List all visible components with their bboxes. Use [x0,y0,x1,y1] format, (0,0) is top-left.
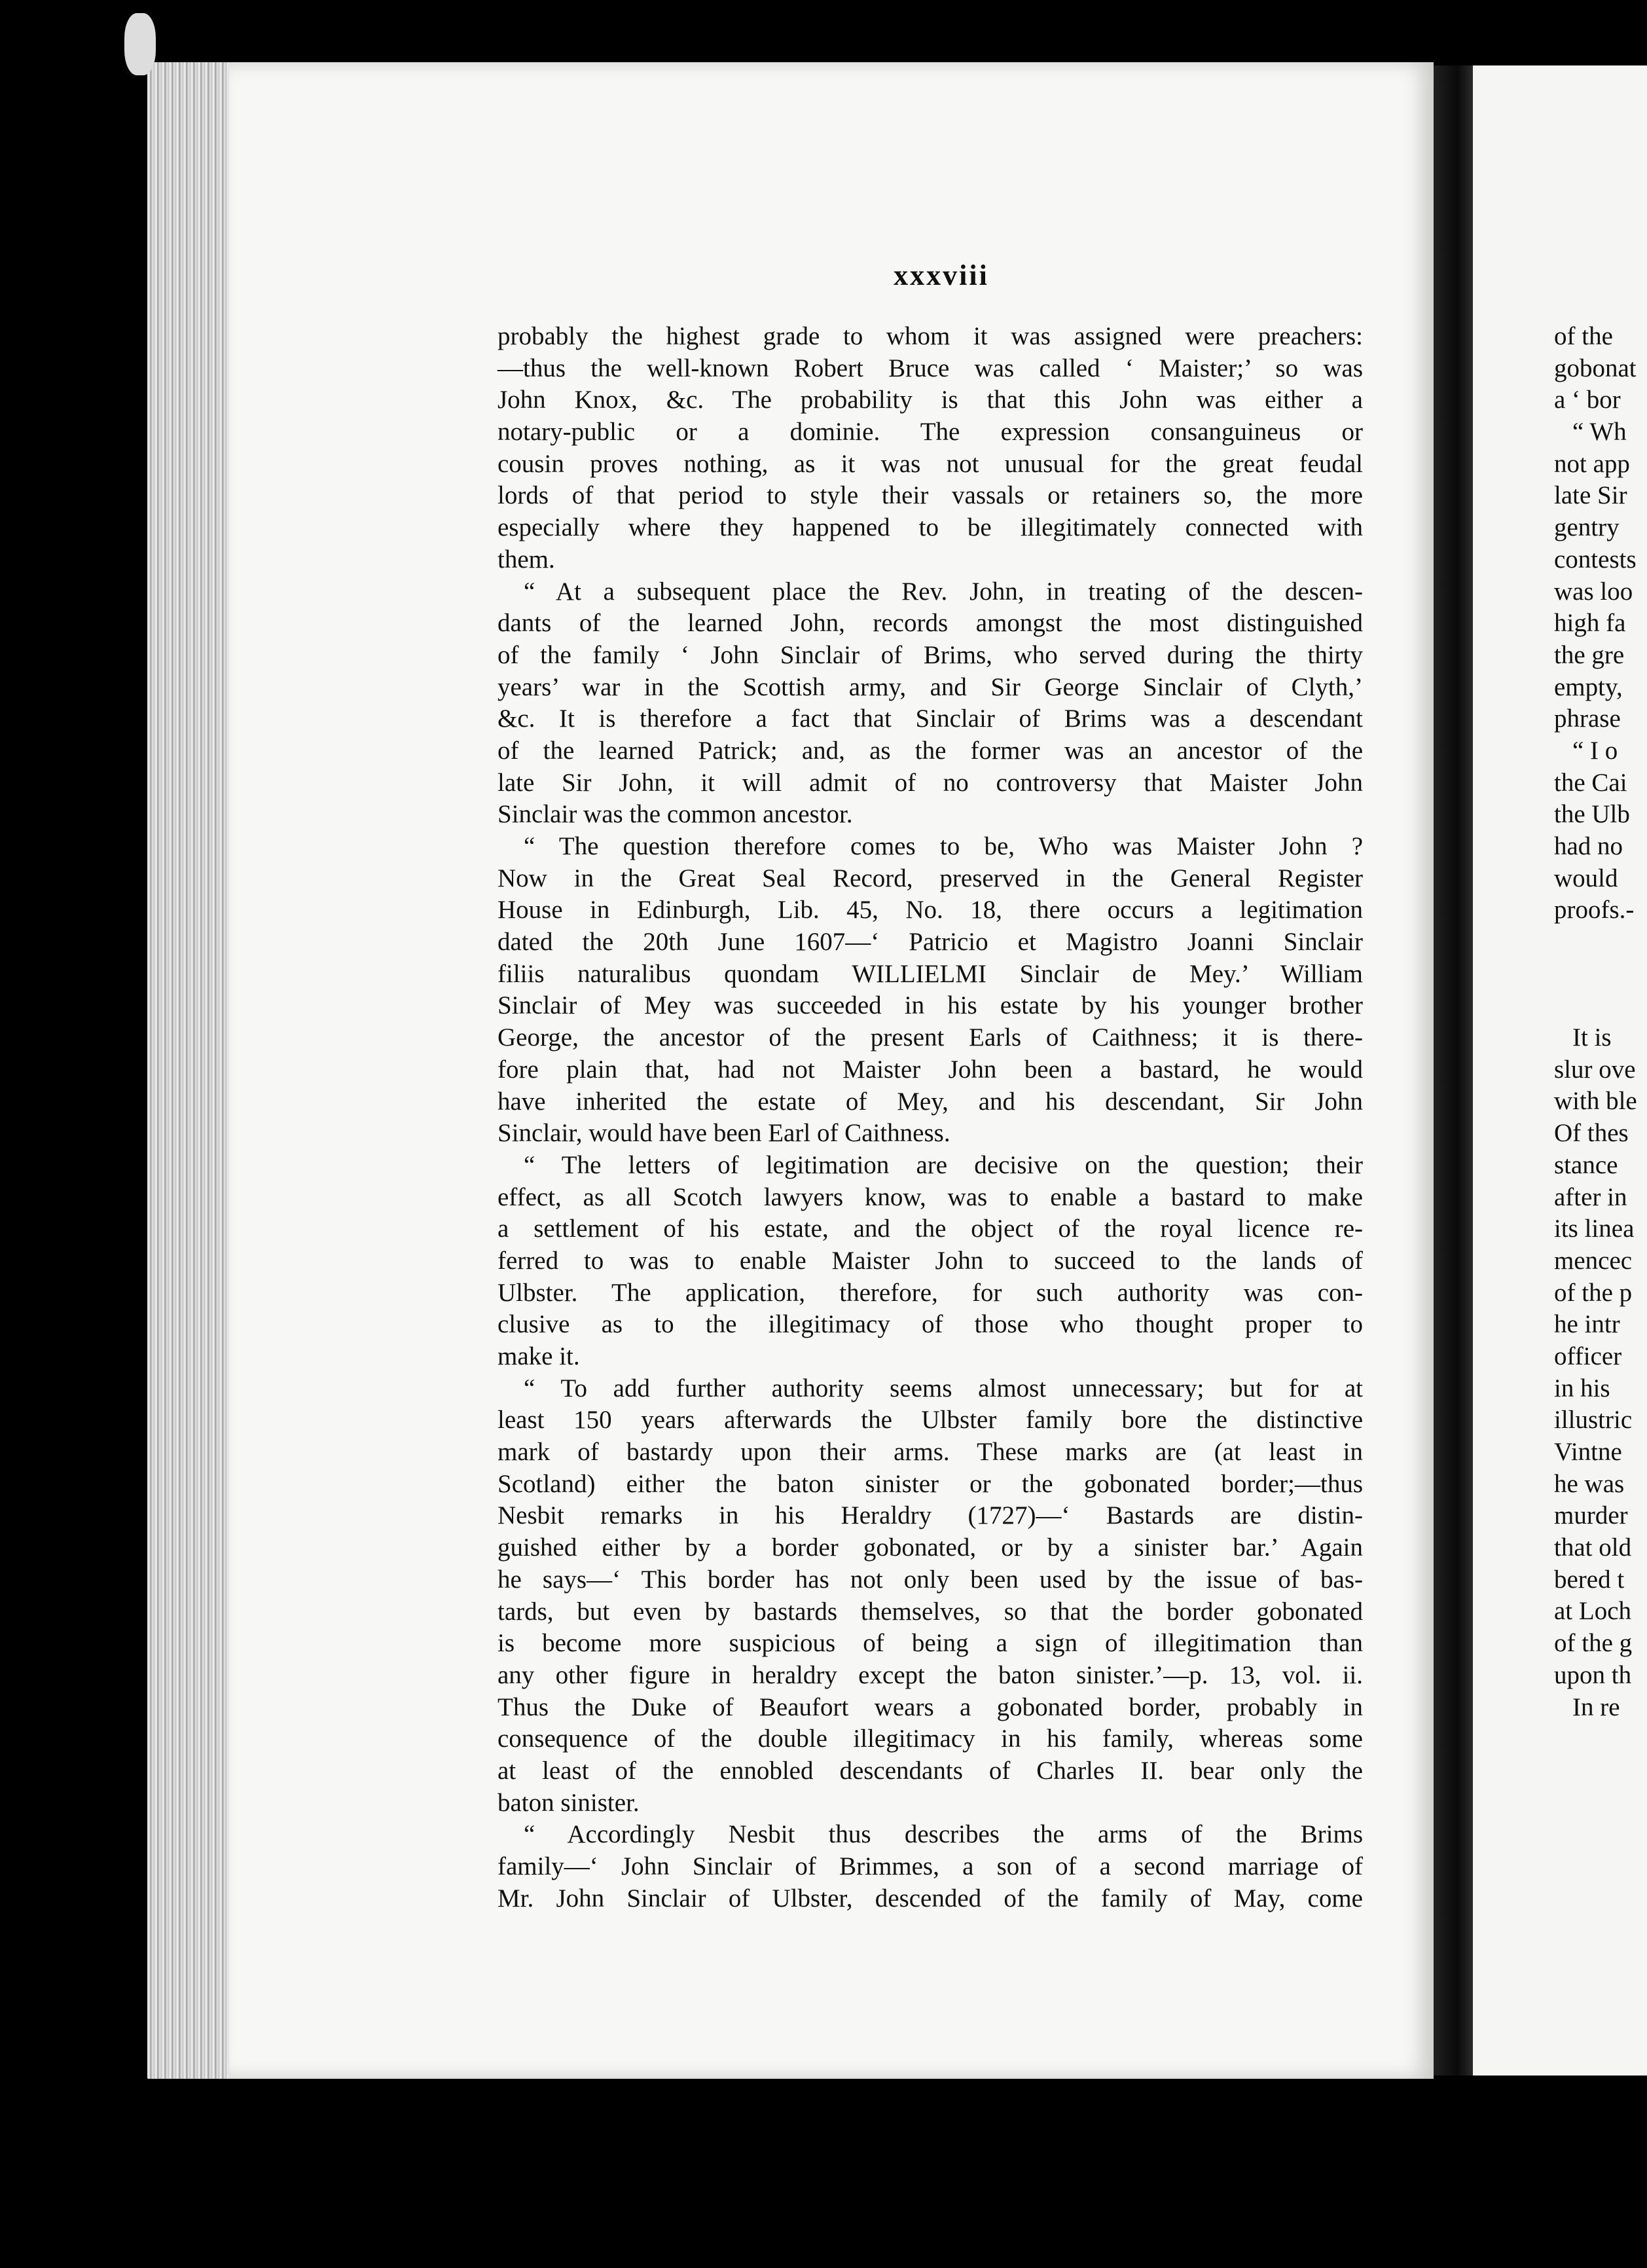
facing-text-line: upon th [1554,1660,1632,1689]
facing-text-line: stance [1554,1150,1618,1179]
facing-text-line: of the p [1554,1278,1633,1307]
facing-text-line: at Loch [1554,1597,1632,1626]
text-line: Sinclair was the common ancestor. [498,800,853,829]
text-line: he says—‘ This border has not only been used by the issue of bas- [498,1565,1363,1594]
facing-text-line: had no [1554,832,1623,860]
text-line: Sinclair, would have been Earl of Caithness. [498,1119,950,1148]
facing-text-line: was loo [1554,577,1633,606]
text-line: is become more suspicious of being a sign of illegitimation than [498,1629,1363,1658]
text-line: tards, but even by bastards themselves, so that the border gobonated [498,1597,1363,1626]
text-line: “ The letters of legitimation are decisive on the question; their [524,1150,1363,1179]
text-line: guished either by a border gobonated, or by a sinister bar.’ Again [498,1533,1363,1562]
text-line: filiis naturalibus quondam WILLIELMI Sinclair de Mey.’ William [498,959,1363,988]
text-line: Sinclair of Mey was succeeded in his estate by his younger brother [498,991,1363,1020]
text-line: ferred to was to enable Maister John to succeed to the lands of [498,1246,1363,1275]
text-line: any other figure in heraldry except the baton sinister.’—p. 13, vol. ii. [498,1660,1363,1689]
facing-text-line: the Ulb [1554,800,1630,829]
text-line: “ Accordingly Nesbit thus describes the arms of the Brims [524,1820,1363,1849]
book-gutter [1434,65,1473,2076]
facing-text-line: of the g [1554,1629,1633,1658]
text-column [498,321,1363,1914]
text-line: years’ war in the Scottish army, and Sir George Sinclair of Clyth,’ [498,672,1363,701]
facing-text-line: after in [1554,1182,1627,1211]
facing-text-line: mencec [1554,1246,1633,1275]
text-line: George, the ancestor of the present Earls of Caithness; it is there- [498,1023,1363,1052]
text-line: Ulbster. The application, therefore, for such authority was con- [498,1278,1363,1307]
facing-text-line: slur ove [1554,1055,1636,1084]
text-line: fore plain that, had not Maister John been a bastard, he would [498,1055,1363,1084]
text-line: least 150 years afterwards the Ulbster family bore the distinctive [498,1406,1363,1435]
text-line: Thus the Duke of Beaufort wears a gobonated border, probably in [498,1692,1363,1721]
facing-text-line: bered t [1554,1565,1625,1594]
section-gap [1554,926,1647,1022]
text-line: probably the highest grade to whom it was assigned were preachers: [498,322,1363,350]
text-line: especially where they happened to be illegitimately connected with [498,513,1363,542]
text-line: have inherited the estate of Mey, and his descendant, Sir John [498,1087,1363,1116]
facing-text-line: It is [1572,1023,1612,1052]
facing-text-line: he was [1554,1469,1625,1498]
facing-text-line: that old [1554,1533,1632,1562]
facing-text-line: “ I o [1572,736,1618,765]
text-line: notary-public or a dominie. The expression consanguineus or [498,418,1363,447]
page-number: xxxviii [894,259,989,291]
text-line: House in Edinburgh, Lib. 45, No. 18, there occurs a legitimation [498,896,1363,924]
facing-text-line: the Cai [1554,768,1627,797]
facing-text-line: of the [1554,322,1613,350]
text-line: “ To add further authority seems almost unnecessary; but for at [524,1374,1363,1402]
text-line: baton sinister. [498,1788,640,1817]
text-line: Mr. John Sinclair of Ulbster, descended of the family of May, come [498,1884,1363,1912]
facing-text-line: the gre [1554,640,1625,669]
text-line: &c. It is therefore a fact that Sinclair of Brims was a descendant [498,704,1363,733]
text-line: of the learned Patrick; and, as the former was an ancestor of the [498,736,1363,765]
text-line: lords of that period to style their vassals or retainers so, the more [498,481,1363,510]
facing-text-line: empty, [1554,672,1623,701]
text-line: at least of the ennobled descendants of Charles II. bear only the [498,1756,1363,1785]
facing-text-line: proofs.- [1554,896,1635,924]
paper-fragment [124,13,156,75]
facing-text-line: high fa [1554,609,1626,638]
text-line: family—‘ John Sinclair of Brimmes, a son of a second marriage of [498,1852,1363,1880]
facing-text-line: In re [1572,1692,1620,1721]
text-line: a settlement of his estate, and the object of the royal licence re- [498,1215,1363,1243]
text-line: make it. [498,1342,580,1370]
text-line: “ The question therefore comes to be, Who was Maister John ? [524,832,1363,860]
text-line: dants of the learned John, records amongst the most distinguished [498,609,1363,638]
facing-text-line: phrase [1554,704,1621,733]
text-line: dated the 20th June 1607—‘ Patricio et Magistro Joanni Sinclair [498,928,1363,957]
text-line: effect, as all Scotch lawyers know, was to enable a bastard to make [498,1182,1363,1211]
facing-text-line: not app [1554,449,1630,478]
text-line: clusive as to the illegitimacy of those who thought proper to [498,1310,1363,1339]
text-line: “ At a subsequent place the Rev. John, in treating of the descen- [524,577,1363,606]
text-line: late Sir John, it will admit of no controversy that Maister John [498,768,1363,797]
facing-text-line: “ Wh [1572,418,1627,447]
text-line: John Knox, &c. The probability is that this John was either a [498,386,1363,414]
facing-text-line: its linea [1554,1215,1635,1243]
facing-text-line: with ble [1554,1087,1637,1116]
text-line: mark of bastardy upon their arms. These marks are (at least in [498,1438,1363,1467]
text-line: them. [498,545,555,574]
facing-text-line: Of thes [1554,1119,1629,1148]
facing-text-line: contests [1554,545,1637,574]
text-line: of the family ‘ John Sinclair of Brims, who served during the thirty [498,640,1363,669]
facing-text-line: gobonat [1554,354,1637,382]
text-line: —thus the well-known Robert Bruce was called ‘ Maister;’ so was [498,354,1363,382]
facing-text-line: in his [1554,1374,1610,1402]
facing-text-line: he intr [1554,1310,1620,1339]
facing-text-line: officer [1554,1342,1622,1370]
facing-text-line: Vintne [1554,1438,1622,1466]
text-line: cousin proves nothing, as it was not unusual for the great feudal [498,449,1363,478]
facing-text-line: would [1554,864,1618,892]
facing-text-line: murder [1554,1501,1628,1530]
facing-text-line: illustric [1554,1406,1633,1435]
book-page-edges [147,62,232,2079]
facing-text-line: gentry [1554,513,1620,542]
text-line: Now in the Great Seal Record, preserved in the General Register [498,864,1363,892]
facing-text-line: a ‘ bor [1554,386,1621,414]
facing-text-line: late Sir [1554,481,1627,510]
text-line: Nesbit remarks in his Heraldry (1727)—‘ Bastards are distin- [498,1501,1363,1530]
text-line: consequence of the double illegitimacy in his family, whereas some [498,1725,1363,1753]
text-line: Scotland) either the baton sinister or the gobonated border;—thus [498,1469,1363,1498]
facing-page-text [1554,321,1647,1723]
